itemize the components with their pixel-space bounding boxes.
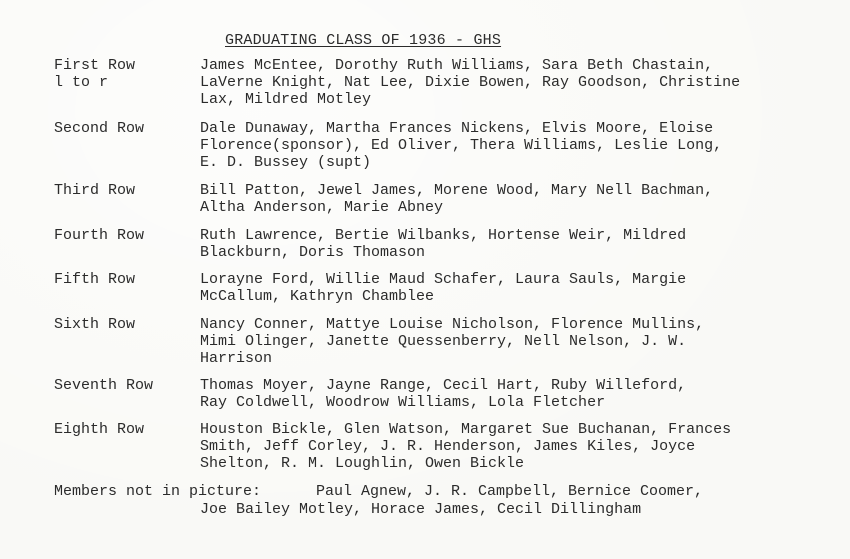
row-label: Seventh Row bbox=[54, 377, 154, 394]
row-label: Sixth Row bbox=[54, 316, 136, 333]
row-names: Thomas Moyer, Jayne Range, Cecil Hart, Ruby Willeford, Ray Coldwell, Woodrow Williams, Lola Fletcher bbox=[200, 377, 687, 411]
row-label: First Row l to r bbox=[54, 57, 136, 91]
row-names: Ruth Lawrence, Bertie Wilbanks, Hortense Weir, Mildred Blackburn, Doris Thomason bbox=[200, 227, 687, 261]
row-label: Third Row bbox=[54, 182, 136, 199]
row-names: Lorayne Ford, Willie Maud Schafer, Laura Sauls, Margie McCallum, Kathryn Chamblee bbox=[200, 271, 687, 305]
row-names: James McEntee, Dorothy Ruth Williams, Sara Beth Chastain, LaVerne Knight, Nat Lee, Dixie Bowen, Ray Goodson, Christine Lax, Mildred Motley bbox=[200, 57, 741, 108]
row-label: Second Row bbox=[54, 120, 145, 137]
members-not-in-picture bbox=[54, 483, 844, 518]
members-label: Members not in picture: bbox=[54, 483, 262, 500]
row-names: Nancy Conner, Mattye Louise Nicholson, Florence Mullins, Mimi Olinger, Janette Quessenberry, Nell Nelson, J. W. Harrison bbox=[200, 316, 705, 367]
row-names: Houston Bickle, Glen Watson, Margaret Sue Buchanan, Frances Smith, Jeff Corley, J. R. Henderson, James Kiles, Joyce Shelton, R. M. Loughlin, Owen Bickle bbox=[200, 421, 732, 472]
members-names-line1: Paul Agnew, J. R. Campbell, Bernice Coomer, bbox=[316, 483, 704, 500]
row-label: Eighth Row bbox=[54, 421, 145, 438]
members-names-line2: Joe Bailey Motley, Horace James, Cecil Dillingham bbox=[200, 501, 642, 518]
document-title: GRADUATING CLASS OF 1936 - GHS bbox=[225, 32, 502, 49]
row-names: Bill Patton, Jewel James, Morene Wood, Mary Nell Bachman, Altha Anderson, Marie Abney bbox=[200, 182, 714, 216]
row-label: Fifth Row bbox=[54, 271, 136, 288]
row-label: Fourth Row bbox=[54, 227, 145, 244]
row-names: Dale Dunaway, Martha Frances Nickens, Elvis Moore, Eloise Florence(sponsor), Ed Oliver, Thera Williams, Leslie Long, E. D. Bussey (supt) bbox=[200, 120, 723, 171]
